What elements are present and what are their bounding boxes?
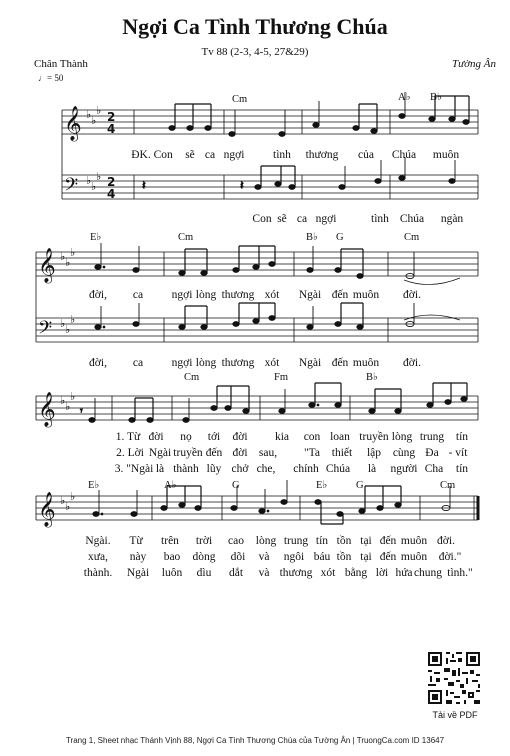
download-pdf-link[interactable]: Tải về PDF bbox=[432, 710, 478, 720]
svg-text:♭: ♭ bbox=[60, 317, 66, 330]
svg-text:truyền: truyền bbox=[173, 447, 203, 459]
svg-text:tình.": tình." bbox=[447, 567, 473, 579]
svg-text:ĐK. Con: ĐK. Con bbox=[131, 149, 173, 161]
svg-text:"Ta: "Ta bbox=[303, 447, 321, 459]
svg-text:nọ: nọ bbox=[180, 431, 192, 443]
svg-text:đến: đến bbox=[331, 357, 349, 369]
svg-text:♭: ♭ bbox=[65, 323, 71, 336]
svg-text:ngợi: ngợi bbox=[171, 289, 193, 301]
svg-text:Chúa: Chúa bbox=[325, 463, 351, 475]
psalm-reference: Tv 88 (2-3, 4-5, 27&29) bbox=[201, 46, 309, 58]
bass-clef-icon: 𝄢 bbox=[64, 175, 79, 200]
svg-text:tới: tới bbox=[207, 431, 221, 443]
svg-text:dắt: dắt bbox=[228, 567, 244, 579]
svg-text:♭: ♭ bbox=[70, 390, 76, 403]
svg-text:xót: xót bbox=[264, 357, 280, 369]
composer: Tường Ân bbox=[452, 58, 496, 70]
svg-text:1. Từ: 1. Từ bbox=[115, 431, 141, 443]
lyrics-3-verse-2 bbox=[116, 446, 468, 459]
chord-label: Cm bbox=[178, 232, 194, 243]
svg-text:lòng: lòng bbox=[195, 357, 217, 369]
page-title: Ngợi Ca Tình Thương Chúa bbox=[122, 14, 388, 39]
svg-text:muôn: muôn bbox=[432, 149, 460, 161]
svg-text:Ngài: Ngài bbox=[298, 357, 322, 369]
svg-text:thành.: thành. bbox=[83, 567, 113, 579]
svg-text:che,: che, bbox=[256, 463, 276, 475]
page-footer: Trang 1, Sheet nhạc Thánh Vịnh 88, Ngợi Ca Tình Thương Chúa của Tường Ân | TruongCa.com ID 13647 bbox=[65, 736, 445, 745]
svg-text:tín: tín bbox=[315, 535, 329, 547]
svg-text:tình: tình bbox=[273, 149, 291, 161]
svg-text:hứa: hứa bbox=[395, 567, 413, 579]
time-signature: 2 bbox=[107, 110, 116, 124]
svg-text:chung: chung bbox=[413, 567, 443, 579]
svg-text:Chúa: Chúa bbox=[391, 149, 417, 161]
svg-text:dòng: dòng bbox=[192, 551, 216, 563]
svg-text:tín: tín bbox=[455, 431, 469, 443]
svg-text:cao: cao bbox=[228, 535, 244, 547]
svg-text:và: và bbox=[258, 567, 270, 579]
lyrics-4-verse-1 bbox=[85, 534, 455, 547]
lyrics-2-bass bbox=[89, 356, 421, 369]
lyrics-4-verse-3 bbox=[84, 566, 473, 579]
key-signature-flat-icon: ♭ bbox=[91, 180, 97, 193]
svg-text:trời: trời bbox=[195, 535, 213, 547]
chord-label: B♭ bbox=[306, 232, 318, 243]
svg-text:và: và bbox=[258, 551, 270, 563]
svg-text:đời.: đời. bbox=[403, 357, 421, 369]
svg-text:ngợi: ngợi bbox=[171, 357, 193, 369]
svg-text:tồn: tồn bbox=[336, 551, 352, 563]
svg-text:bao: bao bbox=[163, 551, 181, 563]
chords-4 bbox=[88, 479, 455, 491]
chords-3 bbox=[184, 371, 378, 383]
svg-text:thương: thương bbox=[305, 149, 339, 161]
svg-text:Ngài.: Ngài. bbox=[85, 535, 111, 547]
chord-label: B♭ bbox=[366, 372, 378, 383]
svg-text:muôn: muôn bbox=[400, 535, 428, 547]
svg-text:trung: trung bbox=[283, 535, 309, 547]
treble-clef-icon: 𝄞 bbox=[38, 248, 56, 283]
svg-text:Cha: Cha bbox=[424, 463, 444, 475]
svg-text:ca: ca bbox=[204, 149, 216, 161]
svg-text:xót: xót bbox=[264, 289, 280, 301]
chord-label: G bbox=[232, 480, 240, 491]
svg-text:dìu: dìu bbox=[196, 567, 212, 579]
svg-text:ngôi: ngôi bbox=[283, 551, 305, 563]
svg-text:sẽ: sẽ bbox=[185, 149, 195, 161]
svg-text:tín: tín bbox=[455, 463, 469, 475]
svg-text:đến: đến bbox=[331, 289, 349, 301]
svg-text:Ngài: Ngài bbox=[126, 567, 150, 579]
chord-label: A♭ bbox=[164, 480, 177, 491]
svg-text:Từ: Từ bbox=[129, 535, 143, 547]
chord-label: E♭ bbox=[88, 480, 100, 491]
qr-code-icon bbox=[426, 650, 482, 706]
svg-text:tình: tình bbox=[371, 213, 389, 225]
svg-text:2. Lời: 2. Lời bbox=[116, 447, 144, 459]
svg-text:chính: chính bbox=[293, 463, 319, 475]
svg-text:♭: ♭ bbox=[60, 494, 66, 507]
svg-text:thương: thương bbox=[221, 289, 255, 301]
svg-text:ngàn: ngàn bbox=[440, 213, 464, 225]
svg-text:♭: ♭ bbox=[60, 394, 66, 407]
lyrics-3-verse-1 bbox=[116, 430, 469, 443]
svg-text:cùng: cùng bbox=[392, 447, 416, 459]
svg-text:ca: ca bbox=[132, 289, 144, 301]
rest-icon: 𝄽 bbox=[142, 178, 146, 192]
svg-text:lòng: lòng bbox=[255, 535, 277, 547]
svg-text:muôn: muôn bbox=[352, 357, 380, 369]
key-signature-flat-icon: ♭ bbox=[91, 114, 97, 127]
chord-label: Cm bbox=[404, 232, 420, 243]
svg-text:thành: thành bbox=[173, 463, 199, 475]
svg-text:ca: ca bbox=[296, 213, 308, 225]
clefs-2 bbox=[38, 246, 75, 343]
svg-text:sẽ: sẽ bbox=[277, 213, 287, 225]
bass-clef-icon: 𝄢 bbox=[38, 318, 53, 343]
svg-text:lập: lập bbox=[366, 447, 382, 459]
svg-text:thiết: thiết bbox=[331, 447, 353, 459]
svg-text:báu: báu bbox=[313, 551, 331, 563]
key-signature-flat-icon: ♭ bbox=[86, 108, 92, 121]
svg-text:- vít: - vít bbox=[448, 447, 468, 459]
svg-text:tại: tại bbox=[360, 535, 372, 547]
svg-text:truyền: truyền bbox=[359, 431, 389, 443]
svg-text:sau,: sau, bbox=[258, 447, 278, 459]
treble-clef-icon: 𝄞 bbox=[64, 106, 82, 141]
svg-text:Ngài: Ngài bbox=[298, 289, 322, 301]
svg-text:lời: lời bbox=[375, 567, 389, 579]
svg-text:♭: ♭ bbox=[70, 490, 76, 503]
svg-text:lòng: lòng bbox=[391, 431, 413, 443]
svg-text:xót: xót bbox=[320, 567, 336, 579]
svg-text:3. "Ngài: 3. "Ngài bbox=[114, 463, 154, 475]
svg-text:trung: trung bbox=[419, 431, 445, 443]
svg-text:đời: đời bbox=[148, 431, 164, 443]
notes-1-treble bbox=[169, 92, 469, 136]
svg-text:♭: ♭ bbox=[65, 400, 71, 413]
svg-text:♭: ♭ bbox=[60, 250, 66, 263]
svg-text:luôn: luôn bbox=[161, 567, 183, 579]
key-signature-flat-icon: ♭ bbox=[96, 104, 102, 117]
svg-text:ngợi: ngợi bbox=[223, 149, 245, 161]
svg-text:ca: ca bbox=[132, 357, 144, 369]
svg-text:là: là bbox=[367, 463, 377, 475]
svg-text:đời: đời bbox=[232, 447, 248, 459]
svg-text:đời.: đời. bbox=[437, 535, 455, 547]
svg-text:♭: ♭ bbox=[70, 313, 76, 326]
svg-text:lũy: lũy bbox=[206, 463, 222, 475]
svg-text:Con: Con bbox=[252, 213, 272, 225]
lyrics-4-verse-2 bbox=[88, 550, 461, 563]
chords-1 bbox=[232, 91, 442, 105]
svg-text:người: người bbox=[390, 463, 418, 475]
svg-text:đến: đến bbox=[379, 551, 397, 563]
chord-label: Cm bbox=[232, 94, 248, 105]
svg-text:thương: thương bbox=[279, 567, 313, 579]
chords-2 bbox=[90, 231, 419, 243]
chord-label: A♭ bbox=[398, 92, 411, 103]
lyrics-1-treble bbox=[131, 149, 459, 161]
svg-text:muôn: muôn bbox=[400, 551, 428, 563]
svg-text:xưa,: xưa, bbox=[88, 551, 108, 563]
svg-text:đến: đến bbox=[379, 535, 397, 547]
svg-text:Ngài: Ngài bbox=[148, 447, 172, 459]
svg-text:đến: đến bbox=[205, 447, 223, 459]
svg-text:♭: ♭ bbox=[65, 256, 71, 269]
system-4 bbox=[36, 496, 478, 520]
svg-text:Chúa: Chúa bbox=[399, 213, 425, 225]
key-signature-flat-icon: ♭ bbox=[86, 174, 92, 187]
svg-text:tồn: tồn bbox=[336, 535, 352, 547]
notes-3-treble bbox=[80, 383, 467, 422]
svg-text:muôn: muôn bbox=[352, 289, 380, 301]
svg-text:ngợi: ngợi bbox=[315, 213, 337, 225]
svg-text:loan: loan bbox=[330, 431, 350, 443]
chord-label: G bbox=[336, 232, 344, 243]
time-signature: 4 bbox=[107, 187, 116, 201]
svg-text:con: con bbox=[303, 431, 321, 443]
chord-label: E♭ bbox=[90, 232, 102, 243]
tempo-marking: ♩= 50 bbox=[38, 73, 64, 83]
svg-text:bằng: bằng bbox=[344, 567, 368, 579]
svg-text:Đa: Đa bbox=[425, 447, 439, 459]
svg-text:đời: đời bbox=[232, 431, 248, 443]
svg-text:♭: ♭ bbox=[70, 246, 76, 259]
chord-label: Fm bbox=[274, 372, 289, 383]
key-signature-flat-icon: ♭ bbox=[96, 170, 102, 183]
system-3 bbox=[36, 396, 478, 420]
rest-icon: 𝄾 bbox=[80, 406, 83, 417]
lyrics-2-treble bbox=[89, 288, 421, 301]
svg-text:của: của bbox=[358, 149, 374, 161]
svg-text:tại: tại bbox=[360, 551, 372, 563]
rest-icon: 𝄽 bbox=[240, 178, 244, 192]
svg-text:thương: thương bbox=[221, 357, 255, 369]
chord-label: Cm bbox=[440, 480, 456, 491]
svg-text:kia: kia bbox=[274, 431, 290, 443]
time-signature: 4 bbox=[107, 122, 116, 136]
svg-text:dõi: dõi bbox=[230, 551, 246, 563]
qr-code[interactable] bbox=[426, 650, 482, 706]
chord-label: G bbox=[356, 480, 364, 491]
notes-2-bass bbox=[95, 303, 460, 329]
treble-clef-icon: 𝄞 bbox=[38, 492, 56, 527]
svg-text:này: này bbox=[129, 551, 147, 563]
lyricist: Chân Thành bbox=[34, 58, 88, 70]
lyrics-1-bass bbox=[252, 213, 463, 225]
chord-label: E♭ bbox=[316, 480, 328, 491]
chord-label: Cm bbox=[184, 372, 200, 383]
svg-text:đời,: đời, bbox=[89, 289, 107, 301]
time-signature: 2 bbox=[107, 175, 116, 189]
svg-text:lòng: lòng bbox=[195, 289, 217, 301]
lyrics-3-verse-3 bbox=[115, 463, 469, 475]
svg-text:là: là bbox=[155, 463, 165, 475]
chord-label: B♭ bbox=[430, 92, 442, 103]
svg-text:trên: trên bbox=[161, 535, 179, 547]
svg-text:♭: ♭ bbox=[65, 500, 71, 513]
treble-clef-icon: 𝄞 bbox=[38, 392, 56, 427]
svg-text:chở: chở bbox=[231, 463, 249, 475]
clefs-1 bbox=[64, 104, 115, 201]
svg-text:đời,: đời, bbox=[89, 357, 107, 369]
svg-text:đời.": đời." bbox=[438, 551, 462, 563]
svg-text:đời.: đời. bbox=[403, 289, 421, 301]
